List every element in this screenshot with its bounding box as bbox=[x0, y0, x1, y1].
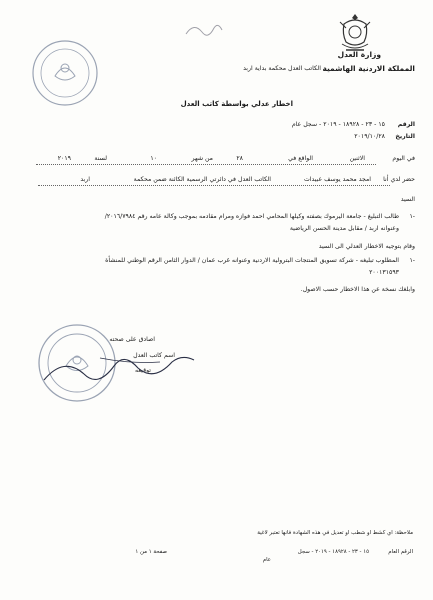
day-at: الواقع في bbox=[288, 155, 313, 162]
notary-name-label: اسم كاتب العدل bbox=[133, 352, 175, 359]
header-court: الكاتب العدل محكمة بداية اربد bbox=[243, 65, 321, 72]
party2-number: ٢٠٠١٣١٥٩٣ bbox=[369, 269, 399, 276]
notary-name: امجد محمد يوسف عبيدات bbox=[303, 176, 371, 183]
ministry-seal-icon bbox=[30, 38, 100, 108]
document-title: اخطار عدلي بواسطة كاتب العدل bbox=[180, 100, 293, 108]
footer-ref-sub: عام bbox=[262, 557, 271, 563]
header-country: المملكة الاردنية الهاشمية bbox=[322, 64, 415, 73]
footer-note: ملاحظة: اي كشط او شطب او تعديل في هذه الشهادة فانها تعتبر لاغية bbox=[257, 530, 413, 536]
date-value: ٢٠١٩/١٠/٢٨ bbox=[354, 133, 385, 140]
handwritten-signature bbox=[40, 350, 200, 390]
footer-ref-value: ١٥ - ٢٣ - ١٨٩٢٨ - ٢٠١٩ - سجل bbox=[297, 549, 369, 555]
party1-address: وعنوانه اربد / مقابل مدينة الحسن الرياضية bbox=[289, 225, 399, 232]
signature-mark-icon bbox=[184, 20, 224, 40]
notary-role: الكاتب العدل في دائرتي الرسمية الكائنة ضمن محكمة bbox=[133, 176, 271, 183]
month-value: ١٠ bbox=[150, 155, 157, 162]
party2-num: ١- bbox=[409, 257, 415, 264]
party1-text: طالب التبليغ - جامعة اليرموك بصفته وكيلها المحامي احمد فوازه ومرام مقادمه بموجب وكالة عامه رقم ٢٠١٦/٧٩٨٤/ bbox=[104, 213, 399, 220]
ref-label: الرقم bbox=[397, 121, 415, 128]
certify-label: اصادق على صحته bbox=[109, 336, 155, 343]
day-name: الاثنين bbox=[349, 155, 365, 162]
ref-value: ١٥ - ٢٣ - ١٨٩٢٨ - ٢٠١٩ - سجل عام bbox=[291, 121, 385, 128]
footer-ref-label: الرقم العام bbox=[388, 549, 413, 555]
mr-label: السيد bbox=[400, 196, 415, 203]
year-label: لسنة bbox=[94, 155, 107, 162]
presence-prefix: حضر لدي أنا bbox=[383, 176, 415, 183]
day-number: ٢٨ bbox=[236, 155, 243, 162]
header-ministry: وزارة العدل bbox=[337, 50, 381, 59]
year-value: ٢٠١٩ bbox=[57, 155, 71, 162]
signature-label: توقيعه bbox=[134, 367, 151, 374]
month-label: من شهر bbox=[191, 155, 213, 162]
notice-line: وقام بتوجيه الاخطار العدلي الى السيد bbox=[318, 243, 415, 250]
party2-text: المطلوب تبليغه - شركة تسويق المنتجات البترولية الاردنية وعنوانه غرب عمان / الدوار الثامن الرقم الوطني للمنشأة bbox=[105, 257, 399, 264]
page-indicator: صفحة ١ من ١ bbox=[135, 549, 167, 555]
closing-line: وابلغك نسخة عن هذا الاخطار حسب الاصول. bbox=[300, 286, 415, 293]
party1-num: ١- bbox=[409, 213, 415, 220]
day-prefix: في اليوم bbox=[392, 155, 415, 162]
court-name: اربد bbox=[80, 176, 90, 183]
date-label: التاريخ bbox=[395, 133, 415, 140]
